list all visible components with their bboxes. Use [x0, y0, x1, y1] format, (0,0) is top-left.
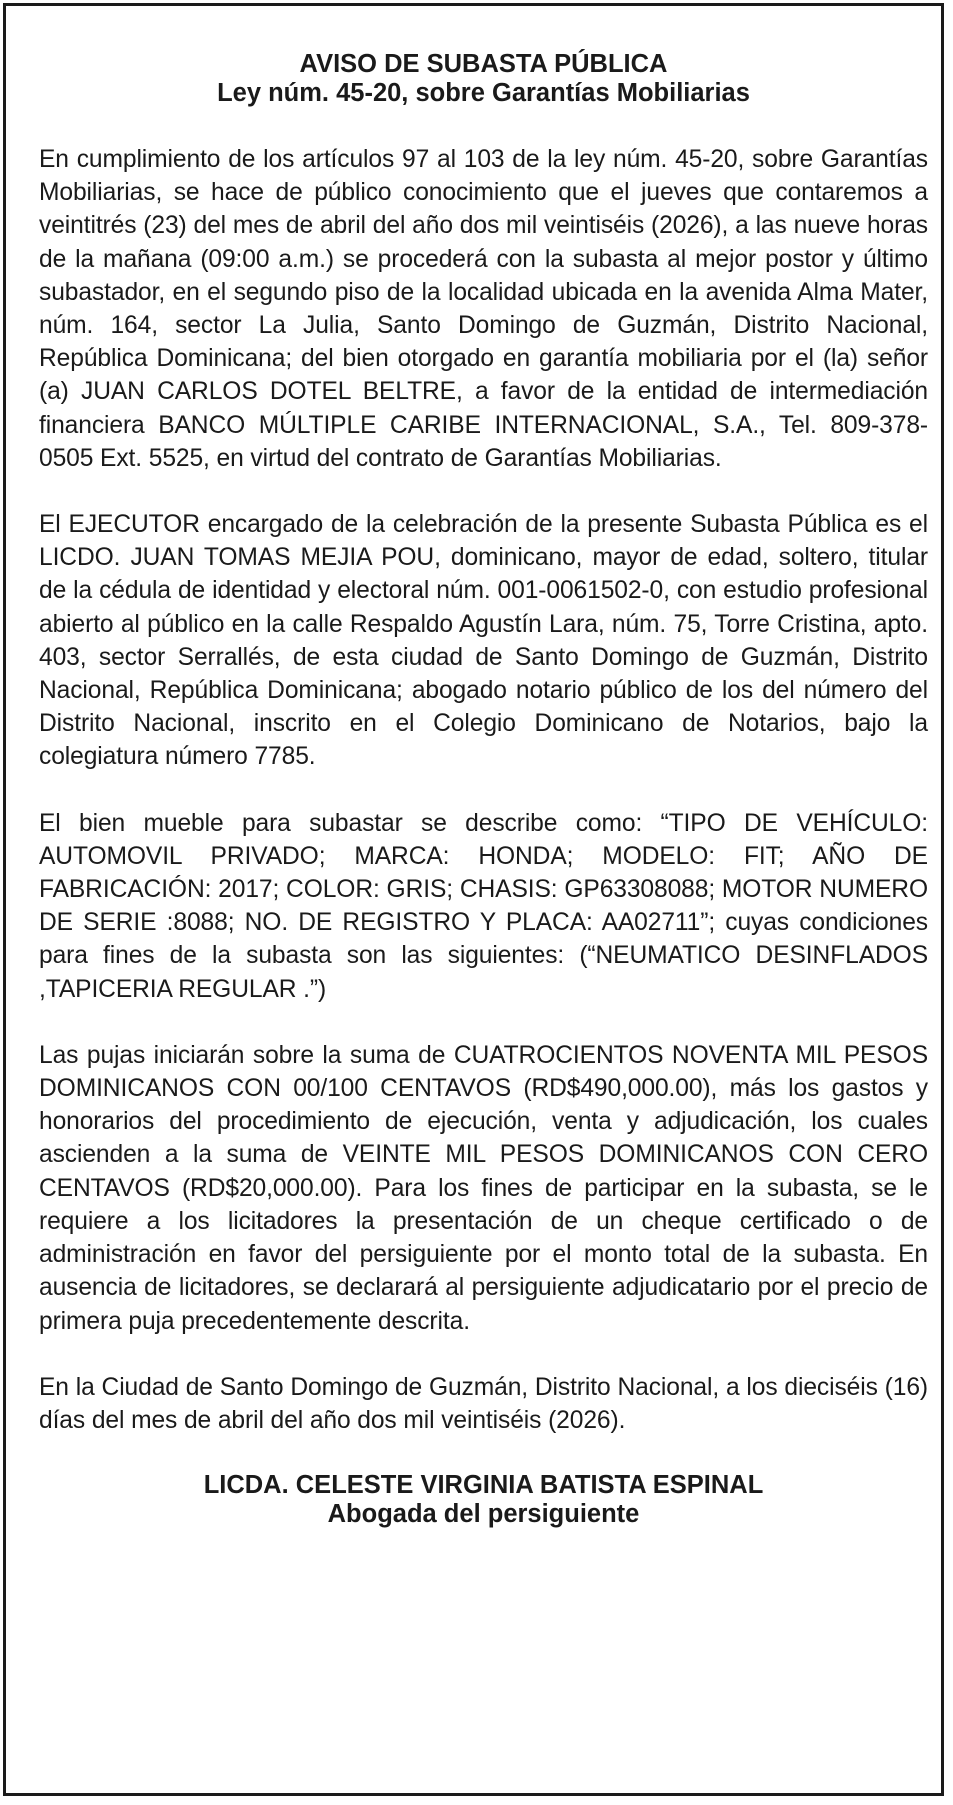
notice-title: AVISO DE SUBASTA PÚBLICA: [299, 50, 668, 78]
paragraph-auction-announcement: En cumplimiento de los artículos 97 al 103 de la ley núm. 45-20, sobre Garantías Mobiliarias, se hace de público conocimiento que el jueves que contaremos a veintitrés (23) del mes de abril del año dos mil veintiséis (2026), a las nueve horas de la mañana (09:00 a.m.) se procederá con la subasta al mejor postor y último subastador, en el segundo piso de la localidad ubicada en la avenida Alma Mater, núm. 164, sector La Julia, Santo Domingo de Guzmán, Distrito Nacional, República Dominicana; del bien otorgado en garantía mobiliaria por el (la) señor (a) JUAN CARLOS DOTEL BELTRE, a favor de la entidad de intermediación financiera BANCO MÚLTIPLE CARIBE INTERNACIONAL, S.A., Tel. 809-378-0505 Ext. 5525, en virtud del contrato de Garantías Mobiliarias.: [39, 146, 928, 472]
signature-block: [39, 1471, 928, 1529]
notice-content: [39, 50, 928, 1529]
signature-name: LICDA. CELESTE VIRGINIA BATISTA ESPINAL: [203, 1471, 764, 1500]
paragraph-executor: El EJECUTOR encargado de la celebración de la presente Subasta Pública es el LICDO. JUAN TOMAS MEJIA POU, dominicano, mayor de edad, soltero, titular de la cédula de identidad y electoral núm. 001-0061502-0, con estudio profesional abierto al público en la calle Respaldo Agustín Lara, núm. 75, Torre Cristina, apto. 403, sector Serrallés, de esta ciudad de Santo Domingo de Guzmán, Distrito Nacional, República Dominicana; abogado notario público de los del número del Distrito Nacional, inscrito en el Colegio Dominicano de Notarios, bajo la colegiatura número 7785.: [39, 511, 928, 771]
paragraph-asset-description: El bien mueble para subastar se describe como: “TIPO DE VEHÍCULO: AUTOMOVIL PRIVADO; MARCA: HONDA; MODELO: FIT; AÑO DE FABRICACIÓN: 2017; COLOR: GRIS; CHASIS: GP63308088; MOTOR NUMERO DE SERIE :8088; NO. DE REGISTRO Y PLACA: AA02711”; cuyas condiciones para fines de la subasta son las siguientes: (“NEUMATICO DESINFLADOS ,TAPICERIA REGULAR .”): [39, 809, 928, 1003]
paragraph-place-date: En la Ciudad de Santo Domingo de Guzmán, Distrito Nacional, a los dieciséis (16) días del mes de abril del año dos mil veintiséis (2026).: [39, 1373, 928, 1434]
signature-role: Abogada del persiguiente: [327, 1500, 640, 1529]
notice-frame: [3, 3, 944, 1796]
paragraph-bidding-terms: Las pujas iniciarán sobre la suma de CUATROCIENTOS NOVENTA MIL PESOS DOMINICANOS CON 00/100 CENTAVOS (RD$490,000.00), más los gastos y honorarios del procedimiento de ejecución, venta y adjudicación, los cuales ascienden a la suma de VEINTE MIL PESOS DOMINICANOS CON CERO CENTAVOS (RD$20,000.00). Para los fines de participar en la subasta, se le requiere a los licitadores la presentación de un cheque certificado o de administración en favor del persiguiente por el monto total de la subasta. En ausencia de licitadores, se declarará al persiguiente adjudicatario por el precio de primera puja precedentemente descrita.: [39, 1041, 928, 1335]
notice-subtitle: Ley núm. 45-20, sobre Garantías Mobiliarias: [217, 79, 750, 107]
